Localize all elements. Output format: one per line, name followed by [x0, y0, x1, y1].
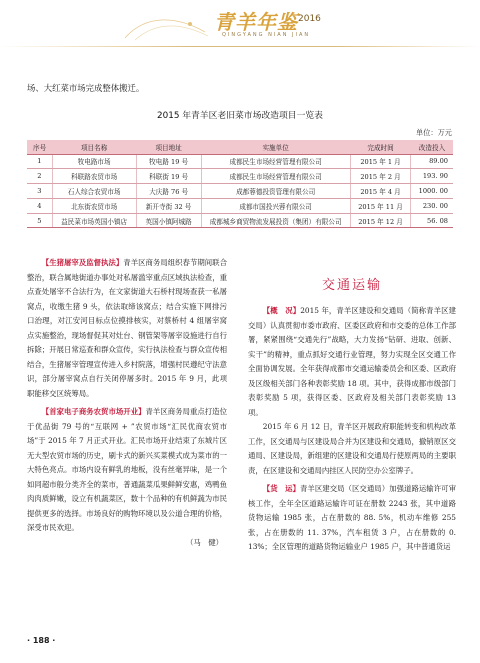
table-row: [27, 213, 453, 228]
column-header: 项目名称: [52, 140, 136, 154]
logo-year: 2016: [298, 14, 321, 24]
author-signature: （马 健）: [186, 537, 223, 547]
section-tag: 【生猪屠宰及监督执法】: [41, 258, 124, 267]
table-cell: 牧电路市场: [52, 154, 136, 169]
table-cell: 科联路农贸市场: [52, 169, 136, 184]
overview-paragraph: [248, 304, 456, 420]
table-cell: 益民菜市场英国小镇店: [52, 213, 136, 228]
paragraph-text: 青羊区建交局（区交通局）加强道路运输许可审核工作，全年全区道路运输许可证在册数 2243 张，其中道路货物运输 1985 张，占在册数的 88. 5%，机动车维修 255 张，占在册数的 11. 37%，汽车租赁 3 户，占在册数的 0. 13%；全区管理的道路货物运输业户 1985 户，其中普通货运: [248, 484, 456, 551]
column-header: 完成时间: [350, 140, 411, 154]
table-cell: 4: [27, 198, 52, 213]
table-cell: 成都民生市场经营管理有限公司: [201, 154, 350, 169]
paragraph-text: 青羊区商务局重点打造位于优品街 79 号的“互联网 + ”农贸市场“汇民优商农贸市场”于 2015 年 7 月正式开业。汇民市场开业结束了东城片区无大型农贸市场的历史，刷卡式的新兴买菜模式成为菜市的一大特色亮点。市场内设有鲜乳的地板，没有丝毫异味，是一个如同超市般分类齐全的菜市，普通蔬菜瓜果鲜鲜安惠，鸡鸭鱼肉肉质鲜嫩，设立有机蔬菜区，数十个品种的有机鲜蔬为市民提供更多的选择。市场良好的购物环境以及公道合理的价格，深受市民欢迎。: [27, 407, 227, 532]
decorative-swirl-icon: [120, 10, 210, 44]
table-cell: 成都蓉德投资管理有限公司: [201, 184, 350, 199]
table-cell: 成都市国投兴蓉有限公司: [201, 198, 350, 213]
table-cell: 230. 00: [411, 198, 453, 213]
section-tag: 【概 况】: [262, 306, 301, 315]
header-divider: [0, 46, 480, 47]
table-cell: 大庆路 76 号: [136, 184, 201, 199]
table-cell: 193. 90: [411, 169, 453, 184]
page-number: · 188 ·: [27, 636, 56, 645]
reform-paragraph: 2015 年 6 月 12 日，青羊区开展政府职能转变和机构改革工作，区交通局与区建设局合并为区建设和交通局，撤销原区交通局、区建设局，新组建的区建设和交通局行使原两局的主要职责，在区建设和交通局内挂区人民防空办公室牌子。: [248, 422, 456, 475]
table-cell: 科联街 19 号: [136, 169, 201, 184]
table-cell: 牧电路 19 号: [136, 154, 201, 169]
column-header: 序号: [27, 140, 52, 154]
table-cell: 2: [27, 169, 52, 184]
paragraph-text: 青羊区商务局组织春节期间联合整治，联合属地街道办事处对私屠滥宰重点区域执法检查，重点查处屠宰不合法行为，在文家街道大石桥村现场查获一私屠窝点，收缴生猪 9 头，依法取缔该窝点；结合实施下网排污口治理，对江安河目标点位摸排核实，对蔡桥村 4 组屠宰窝点实施整治，现场督促其对灶台、钢管架等屠宰设施进行自行拆除；开展日常巡查和群众宣传，实行执法检查与群众宣传相结合，生猪屠宰管理宣传进入乡村院落，增强村民遵纪守法意识，部分屠宰窝点自行关闭停屠多时。2015 年 9 月，此项职能移交区统筹局。: [27, 258, 227, 398]
column-header: 实施单位: [201, 140, 350, 154]
logo-title: 青羊年鉴: [214, 10, 298, 34]
table-header-row: [27, 140, 453, 154]
table-cell: 1000. 00: [411, 184, 453, 199]
table-cell: 北东街农贸市场: [52, 198, 136, 213]
yearbook-logo: [214, 6, 334, 50]
table-unit: 单位：万元: [416, 128, 452, 137]
table-row: [27, 169, 453, 184]
table-cell: 2015 年 4 月: [350, 184, 411, 199]
table-row: [27, 154, 453, 169]
table-cell: 5: [27, 213, 52, 228]
freight-paragraph: [248, 482, 456, 555]
table-cell: 成都城乡商贸物流发展投资（集团）有限公司: [201, 213, 350, 228]
section-title: 交通运输: [321, 278, 382, 293]
table-cell: 英国小镇阿城路: [136, 213, 201, 228]
table-cell: 2015 年 12 月: [350, 213, 411, 228]
section-tag: 【首家电子商务农贸市场开业】: [41, 407, 146, 416]
table-cell: 56. 08: [411, 213, 453, 228]
table-cell: 成都民生市场经营管理有限公司: [201, 169, 350, 184]
table-row: [27, 184, 453, 199]
right-column: [248, 304, 456, 555]
table-cell: 2015 年 2 月: [350, 169, 411, 184]
market-renovation-table: [27, 140, 453, 228]
section-tag: 【货 运】: [262, 484, 300, 493]
left-column: [27, 256, 227, 550]
table-cell: 2015 年 11 月: [350, 198, 411, 213]
slaughter-enforcement-paragraph: [27, 256, 227, 401]
column-header: 项目地址: [136, 140, 201, 154]
table-cell: 89.00: [411, 154, 453, 169]
page-header: [0, 0, 480, 70]
table-cell: 2015 年 1 月: [350, 154, 411, 169]
table-title: 2015 年青羊区老旧菜市场改造项目一览表: [157, 111, 323, 121]
intro-line: 场、大红菜市场完成整体搬迁。: [27, 83, 145, 93]
table-cell: 石人综合农贸市场: [52, 184, 136, 199]
logo-subtitle: QINGYANG NIAN JIAN: [222, 32, 311, 38]
table-row: [27, 198, 453, 213]
ecommerce-market-paragraph: [27, 405, 227, 536]
column-header: 改造投入: [411, 140, 453, 154]
table-cell: 1: [27, 154, 52, 169]
table-cell: 新开寺街 32 号: [136, 198, 201, 213]
paragraph-text: 2015 年，青羊区建设和交通局（简称青羊区建交局）认真贯彻市委市政府、区委区政府和市交委的总体工作部署，紧紧围绕“交通先行”战略，大力发扬“钻研、进取、创新、实干”的精神，重点抓好交通行业管理，努力实现全区交通工作全面协调发展。全年获得成都市交通运输委员会和区委、区政府及区级相关部门各种表彰奖励 18 项。其中，获得成都市级部门表彰奖励 5 项，获得区委、区政府及相关部门表彰奖励 13 项。: [248, 306, 456, 417]
table-cell: 3: [27, 184, 52, 199]
